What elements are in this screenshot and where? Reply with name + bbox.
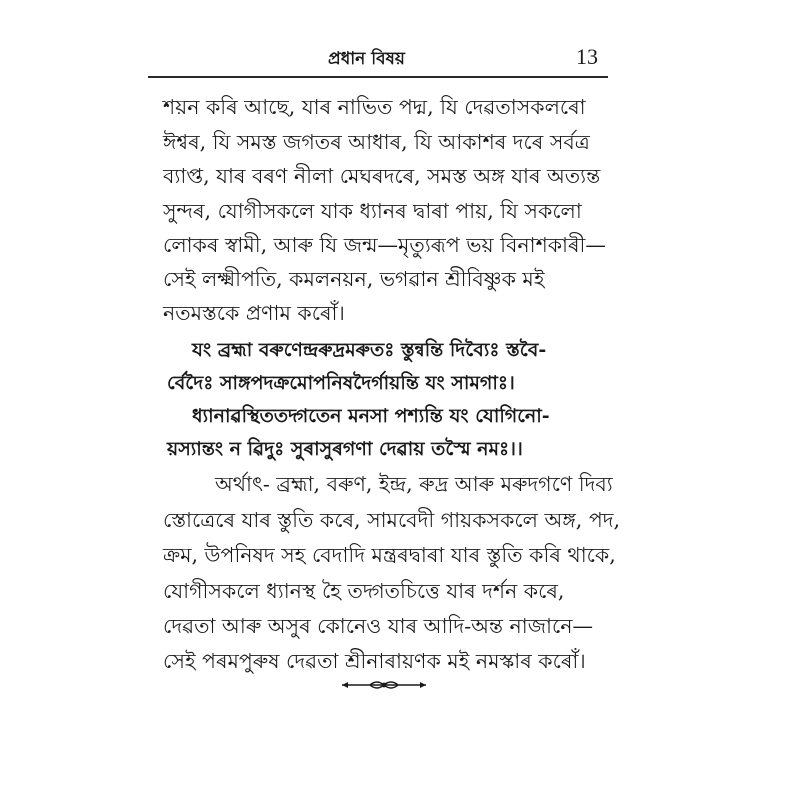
chapter-title: প্ৰধান বিষয় xyxy=(328,49,405,69)
verse-line: য়স্যান্তং ন ৱিদুঃ সুৰাসুৰগণা দেৱায় তস্মৈ নমঃ।। xyxy=(167,438,523,460)
meaning-line: দেৱতা আৰু অসুৰ কোনেও যাৰ আদি-অন্ত নাজানে— xyxy=(163,614,593,638)
header-rule xyxy=(148,76,608,78)
text-line: সেই লক্ষ্মীপতি, কমলনয়ন, ভগৱান শ্ৰীবিষ্ণুক মই xyxy=(163,267,545,291)
text-line: লোকৰ স্বামী, আৰু যি জন্ম—মৃত্যুৰূপ ভয় বিনাশকাৰী— xyxy=(163,233,606,257)
meaning-line: সেই পৰমপুৰুষ দেৱতা শ্ৰীনাৰায়ণক মই নমস্কাৰ কৰোঁ। xyxy=(163,649,586,673)
page-header xyxy=(148,46,608,76)
verse-line: ৰ্বেদৈঃ সাঙ্গপদক্ৰমোপনিষদৈৰ্গায়ন্তি যং সামগাঃ। xyxy=(167,372,515,394)
verse-line: যং ব্ৰহ্মা বৰুণেন্দ্ৰৰুদ্ৰমৰুতঃ স্তুন্বন্তি দিব্যৈঃ স্তবৈ- xyxy=(192,339,547,361)
meaning-line: অৰ্থাৎ- ব্ৰহ্মা, বৰুণ, ইন্দ্ৰ, ৰুদ্ৰ আৰু মৰুদগণে দিব্য xyxy=(215,472,613,496)
text-line: ব্যাপ্ত, যাৰ বৰণ নীলা মেঘৰদৰে, সমস্ত অঙ্গ যাৰ অত্যন্ত xyxy=(163,164,601,188)
meaning-line: স্তোত্ৰেৰে যাৰ স্তুতি কৰে, সামবেদী গায়কসকলে অঙ্গ, পদ, xyxy=(163,508,621,532)
meaning-line: যোগীসকলে ধ্যানস্থ হৈ তদ্গতচিত্তে যাৰ দৰ্শন কৰে, xyxy=(163,579,565,603)
meaning-line: ক্ৰম, উপনিষদ সহ বেদাদি মন্ত্ৰৰদ্বাৰা যাৰ স্তুতি কৰি থাকে, xyxy=(163,543,616,567)
text-line: সুন্দৰ, যোগীসকলে যাক ধ্যানৰ দ্বাৰা পায়, যি সকলো xyxy=(163,199,582,223)
verse-line: ধ্যানাৱস্থিততদ্গতেন মনসা পশ্যন্তি যং যোগিনো- xyxy=(192,405,550,427)
divider-ornament-icon xyxy=(340,678,428,692)
page-number: 13 xyxy=(576,44,598,69)
text-line: ঈশ্বৰ, যি সমস্ত জগতৰ আধাৰ, যি আকাশৰ দৰে সৰ্বত্ৰ xyxy=(163,130,590,154)
text-line: নতমস্তকে প্ৰণাম কৰোঁ। xyxy=(163,301,345,325)
text-line: শয়ন কৰি আছে, যাৰ নাভিত পদ্ম, যি দেৱতাসকলৰো xyxy=(163,95,586,119)
